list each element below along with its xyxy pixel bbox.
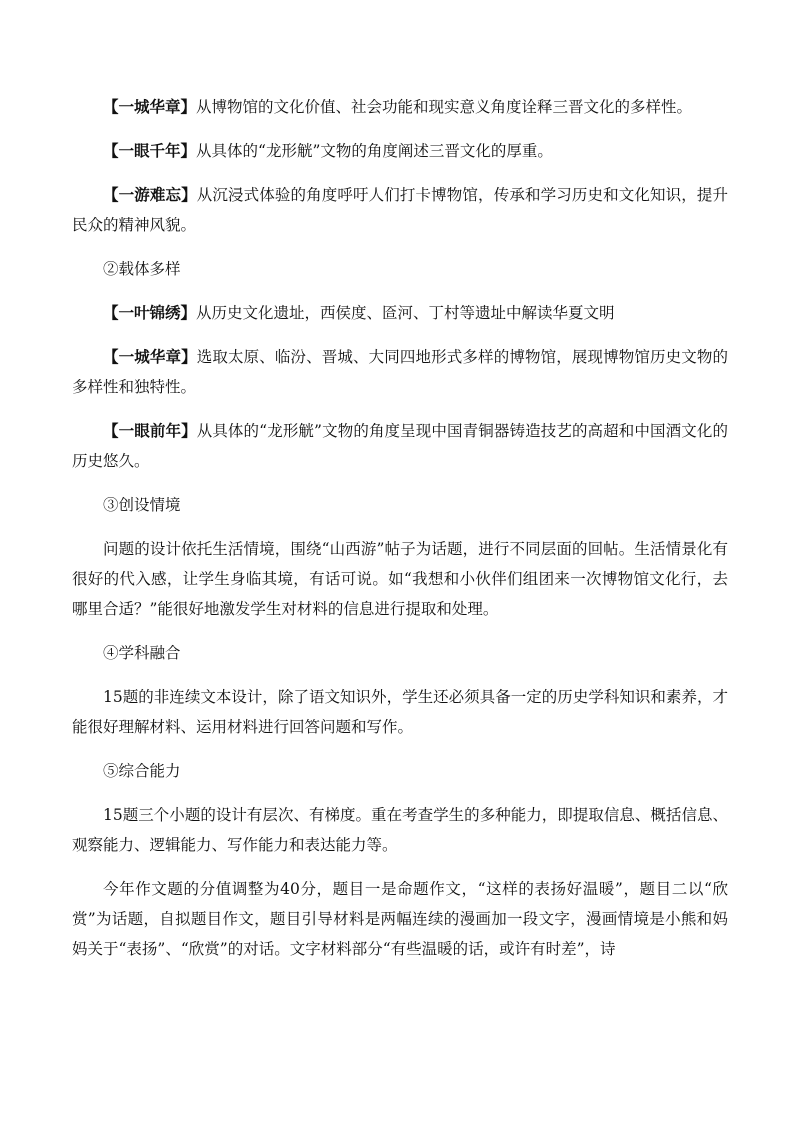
paragraph-text: 问题的设计依托生活情境，围绕“山西游”帖子为话题，进行不同层面的回帖。生活情景化有很好的代入感，让学生身临其境，有话可说。如“我想和小伙伴们组团来一次博物馆文化行，去哪里合适？”能很好地激发学生对材料的信息进行提取和处理。 bbox=[72, 540, 728, 618]
heading-text: ⑤综合能力 bbox=[103, 762, 181, 780]
paragraph-yiyan-qiannian-2 bbox=[72, 416, 728, 476]
heading-xueke-ronghe bbox=[72, 638, 728, 668]
paragraph-text: 从沉浸式体验的角度呼吁人们打卡博物馆，传承和学习历史和文化知识，提升民众的精神风貌。 bbox=[72, 186, 728, 234]
section-label: 【一城华章】 bbox=[103, 97, 197, 116]
paragraph-yicheng-huazhang-2 bbox=[72, 342, 728, 402]
paragraph-yiyou-nanwang bbox=[72, 180, 728, 240]
heading-text: ③创设情境 bbox=[103, 496, 181, 514]
heading-zonghe-nengli bbox=[72, 756, 728, 786]
paragraph-xueke-ronghe bbox=[72, 682, 728, 742]
paragraph-text: 从具体的“龙形觥”文物的角度阐述三晋文化的厚重。 bbox=[196, 142, 553, 160]
section-label: 【一眼前年】 bbox=[103, 421, 197, 440]
paragraph-text: 15题的非连续文本设计，除了语文知识外，学生还必须具备一定的历史学科知识和素养，才能很好理解材料、运用材料进行回答问题和写作。 bbox=[72, 688, 728, 736]
section-label: 【一叶锦绣】 bbox=[103, 303, 197, 322]
paragraph-text: 选取太原、临汾、晋城、大同四地形式多样的博物馆，展现博物馆历史文物的多样性和独特性。 bbox=[72, 348, 728, 396]
paragraph-text: 今年作文题的分值调整为40分，题目一是命题作文，“这样的表扬好温暖”，题目二以“欣赏”为话题，自拟题目作文，题目引导材料是两幅连续的漫画加一段文字，漫画情境是小熊和妈妈关于“表扬”、“欣赏”的对话。文字材料部分“有些温暖的话，或许有时差”，诗 bbox=[72, 880, 728, 958]
heading-text: ④学科融合 bbox=[103, 644, 181, 662]
paragraph-text: 从具体的“龙形觥”文物的角度呈现中国青铜器铸造技艺的高超和中国酒文化的历史悠久。 bbox=[72, 422, 728, 470]
paragraph-yicheng-huazhang-1 bbox=[72, 92, 728, 122]
paragraph-qingjing bbox=[72, 534, 728, 624]
heading-chuangshe-qingjing bbox=[72, 490, 728, 520]
section-label: 【一游难忘】 bbox=[103, 185, 197, 204]
heading-zaiti-duoyang bbox=[72, 254, 728, 284]
paragraph-text: 15题三个小题的设计有层次、有梯度。重在考查学生的多种能力，即提取信息、概括信息、观察能力、逻辑能力、写作能力和表达能力等。 bbox=[72, 806, 728, 854]
paragraph-zonghe-nengli bbox=[72, 800, 728, 860]
paragraph-text: 从博物馆的文化价值、社会功能和现实意义角度诠释三晋文化的多样性。 bbox=[196, 98, 693, 116]
paragraph-zuowen bbox=[72, 874, 728, 964]
heading-text: ②载体多样 bbox=[103, 260, 181, 278]
paragraph-yiye-jinxiu bbox=[72, 298, 728, 328]
section-label: 【一城华章】 bbox=[103, 347, 197, 366]
section-label: 【一眼千年】 bbox=[103, 141, 197, 160]
paragraph-text: 从历史文化遗址，西侯度、匼河、丁村等遗址中解读华夏文明 bbox=[196, 304, 615, 322]
paragraph-yiyan-qiannian bbox=[72, 136, 728, 166]
document-body bbox=[72, 92, 728, 964]
